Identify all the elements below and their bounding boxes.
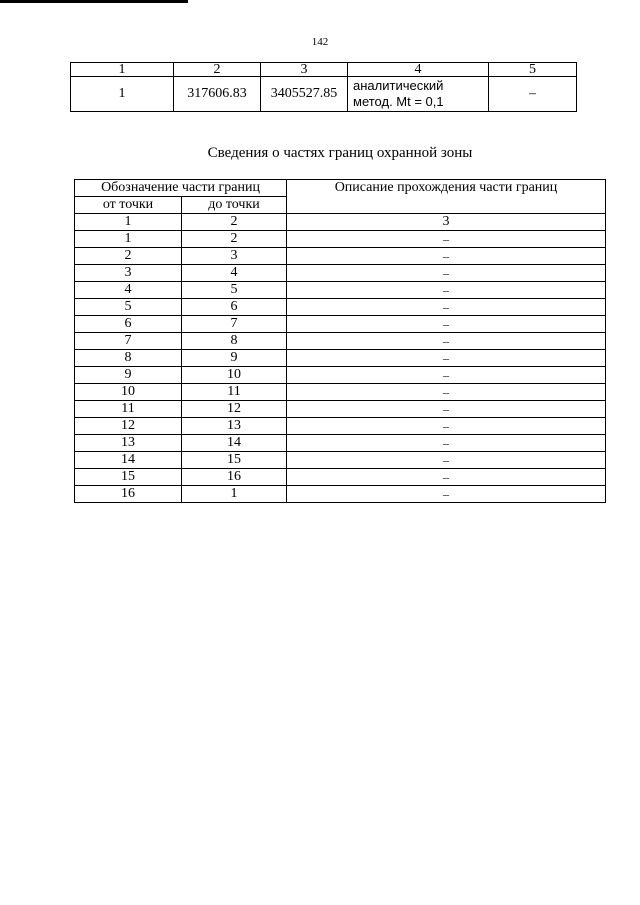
- point-cell: 1: [71, 77, 174, 112]
- to-point-cell: 13: [182, 418, 287, 435]
- column-number-1: 1: [71, 63, 174, 77]
- table-row: [75, 333, 606, 350]
- x-coordinate-cell: 317606.83: [174, 77, 261, 112]
- from-point-cell: 8: [75, 350, 182, 367]
- column-number-2: 2: [182, 214, 287, 231]
- zone-boundary-table: [74, 179, 606, 503]
- column-number-3: 3: [261, 63, 348, 77]
- from-point-cell: 1: [75, 231, 182, 248]
- description-cell: –: [287, 486, 606, 503]
- table-row: [75, 452, 606, 469]
- header-to-point: до точки: [182, 197, 287, 214]
- from-point-cell: 14: [75, 452, 182, 469]
- table-row: [71, 77, 577, 112]
- to-point-cell: 3: [182, 248, 287, 265]
- from-point-cell: 16: [75, 486, 182, 503]
- page-number: 142: [311, 36, 329, 48]
- description-cell: –: [287, 316, 606, 333]
- table-row: [75, 248, 606, 265]
- to-point-cell: 7: [182, 316, 287, 333]
- to-point-cell: 2: [182, 231, 287, 248]
- table-row: [75, 231, 606, 248]
- note-cell: –: [489, 77, 577, 112]
- from-point-cell: 3: [75, 265, 182, 282]
- table-row: [75, 282, 606, 299]
- y-coordinate-cell: 3405527.85: [261, 77, 348, 112]
- method-line-1: аналитический: [353, 78, 444, 93]
- description-cell: –: [287, 248, 606, 265]
- description-cell: –: [287, 401, 606, 418]
- to-point-cell: 5: [182, 282, 287, 299]
- table-row: [75, 299, 606, 316]
- to-point-cell: 12: [182, 401, 287, 418]
- table-row: [75, 486, 606, 503]
- coordinates-table: [70, 62, 577, 112]
- to-point-cell: 15: [182, 452, 287, 469]
- description-cell: –: [287, 299, 606, 316]
- table-row: [75, 350, 606, 367]
- to-point-cell: 1: [182, 486, 287, 503]
- to-point-cell: 8: [182, 333, 287, 350]
- from-point-cell: 4: [75, 282, 182, 299]
- to-point-cell: 4: [182, 265, 287, 282]
- table-header-row: [71, 63, 577, 77]
- from-point-cell: 9: [75, 367, 182, 384]
- header-from-point: от точки: [75, 197, 182, 214]
- description-cell: –: [287, 367, 606, 384]
- header-group: Обозначение части границ: [75, 180, 287, 197]
- description-cell: –: [287, 282, 606, 299]
- column-number-2: 2: [174, 63, 261, 77]
- table-row: [75, 435, 606, 452]
- to-point-cell: 11: [182, 384, 287, 401]
- description-cell: –: [287, 350, 606, 367]
- to-point-cell: 9: [182, 350, 287, 367]
- header-description: Описание прохождения части границ: [287, 180, 606, 214]
- to-point-cell: 14: [182, 435, 287, 452]
- from-point-cell: 5: [75, 299, 182, 316]
- from-point-cell: 15: [75, 469, 182, 486]
- table-row: [75, 265, 606, 282]
- description-cell: –: [287, 265, 606, 282]
- table-row: [75, 316, 606, 333]
- description-cell: –: [287, 452, 606, 469]
- description-cell: –: [287, 469, 606, 486]
- scan-edge-line: [0, 0, 188, 3]
- from-point-cell: 13: [75, 435, 182, 452]
- to-point-cell: 16: [182, 469, 287, 486]
- column-number-3: 3: [287, 214, 606, 231]
- from-point-cell: 6: [75, 316, 182, 333]
- description-cell: –: [287, 384, 606, 401]
- column-number-5: 5: [489, 63, 577, 77]
- column-number-4: 4: [348, 63, 489, 77]
- from-point-cell: 7: [75, 333, 182, 350]
- column-numbering-row: [75, 214, 606, 231]
- to-point-cell: 10: [182, 367, 287, 384]
- table-row: [75, 469, 606, 486]
- table-row: [75, 367, 606, 384]
- from-point-cell: 10: [75, 384, 182, 401]
- column-number-1: 1: [75, 214, 182, 231]
- description-cell: –: [287, 418, 606, 435]
- table-row: [75, 418, 606, 435]
- section-title: Сведения о частях границ охранной зоны: [207, 145, 473, 161]
- description-cell: –: [287, 333, 606, 350]
- to-point-cell: 6: [182, 299, 287, 316]
- from-point-cell: 2: [75, 248, 182, 265]
- method-line-2: метод. Mt = 0,1: [353, 94, 444, 109]
- table-row: [75, 384, 606, 401]
- method-cell: [348, 77, 489, 112]
- from-point-cell: 12: [75, 418, 182, 435]
- description-cell: –: [287, 231, 606, 248]
- from-point-cell: 11: [75, 401, 182, 418]
- description-cell: –: [287, 435, 606, 452]
- table-header-row: [75, 180, 606, 197]
- table-row: [75, 401, 606, 418]
